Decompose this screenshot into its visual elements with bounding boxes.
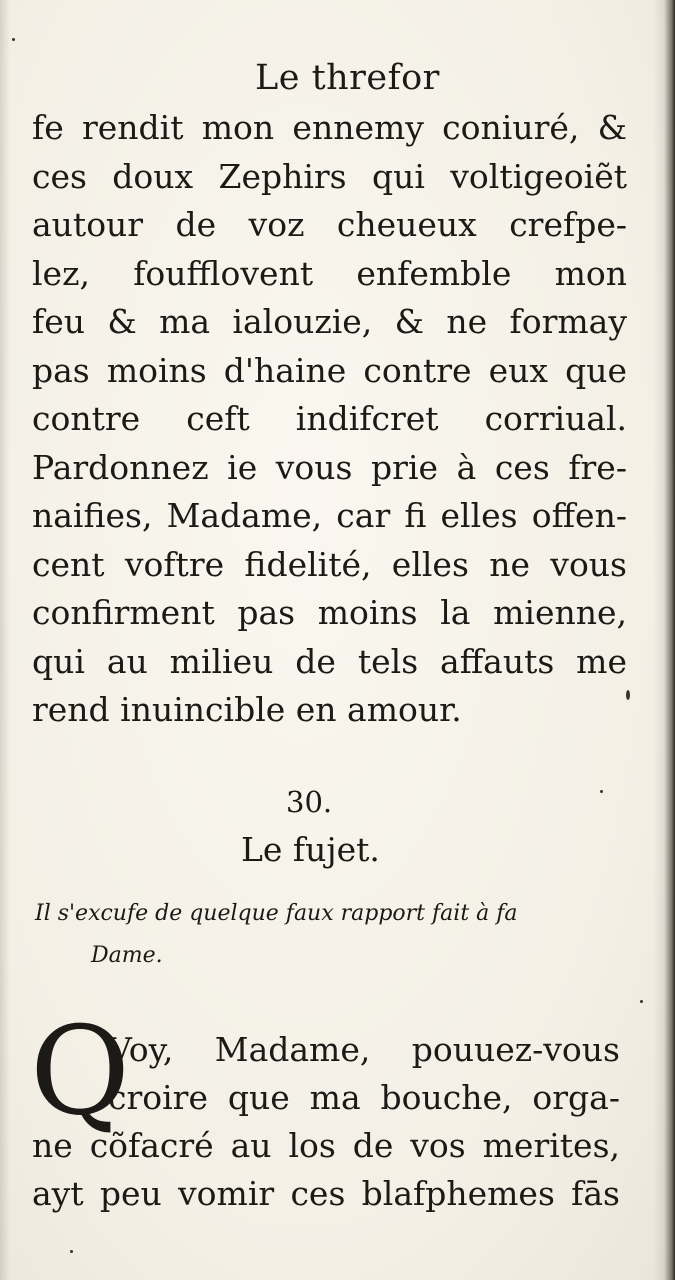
- ink-speck: [12, 38, 15, 41]
- body-line-last: rend inuincible en amour.: [32, 690, 462, 729]
- page-gutter-shadow: [653, 0, 675, 1280]
- ink-speck: [70, 1250, 73, 1253]
- summary-line: Il s'excufe de quelque faux rapport fait à fa: [35, 901, 518, 926]
- body-line: Pardonnez ie vous prie à ces fre-: [32, 447, 627, 487]
- section-heading: Le fujet.: [241, 830, 380, 869]
- drop-cap-lines: [108, 1026, 620, 1122]
- ink-speck: [626, 690, 630, 700]
- body-line: autour de voz cheueux crefpe-: [32, 205, 627, 244]
- body-line: croire que ma bouche, orga-: [108, 1078, 620, 1117]
- body-line: lez, foufflovent enfemble mon: [32, 253, 627, 293]
- closing-lines: [32, 1122, 620, 1218]
- body-line: ayt peu vomir ces blafphemes fās: [32, 1174, 620, 1213]
- running-head: Le threfor: [255, 58, 440, 98]
- section-number: 30.: [286, 785, 333, 819]
- section-summary: [35, 893, 630, 977]
- body-line: confirment pas moins la mienne,: [32, 593, 627, 632]
- body-line: ne cõfacré au los de vos merites,: [32, 1126, 620, 1165]
- page-left-shadow: [0, 0, 10, 1280]
- body-line: fe rendit mon ennemy coniuré, &: [32, 108, 627, 147]
- body-text: [32, 104, 627, 735]
- body-line: contre ceft indifcret corriual.: [32, 399, 627, 438]
- ink-speck: [600, 790, 603, 793]
- summary-line: Dame.: [91, 943, 163, 968]
- body-line: qui au milieu de tels affauts me: [32, 641, 627, 681]
- body-line: cent voftre fidelité, elles ne vous: [32, 544, 627, 584]
- ink-speck: [640, 1000, 643, 1003]
- body-line: Voy, Madame, pouuez-vous: [108, 1030, 620, 1069]
- body-line: naifies, Madame, car fi elles offen-: [32, 496, 627, 535]
- drop-cap: Q: [30, 1000, 131, 1142]
- body-line: pas moins d'haine contre eux que: [32, 350, 627, 390]
- body-line: ces doux Zephirs qui voltigeoiẽt: [32, 156, 627, 196]
- body-line: feu & ma ialouzie, & ne formay: [32, 302, 627, 341]
